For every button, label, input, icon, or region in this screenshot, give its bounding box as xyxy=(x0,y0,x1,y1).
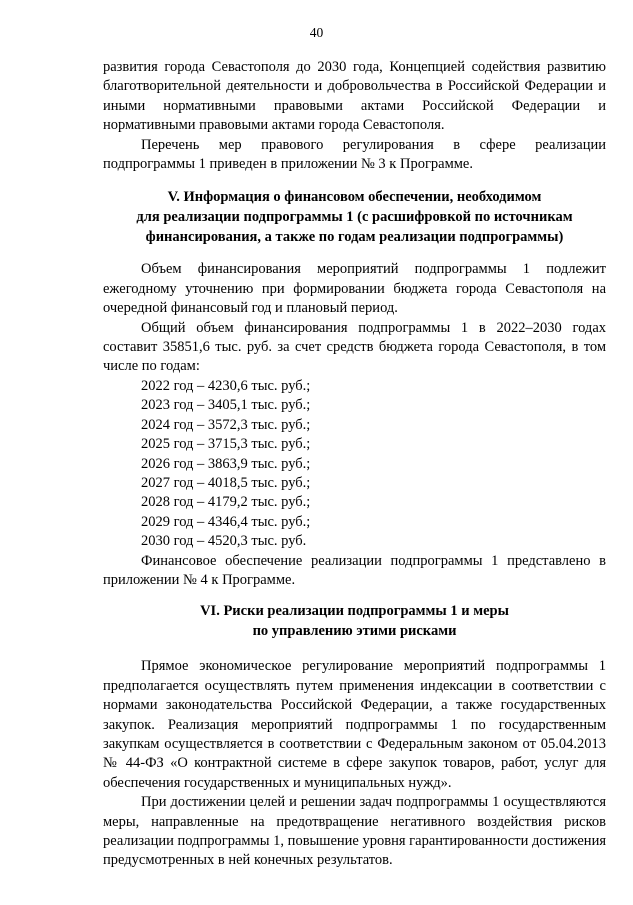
section-5-heading-line: финансирования, а также по годам реализации подпрограммы) xyxy=(145,229,564,246)
financing-year-item: 2024 год – 3572,3 тыс. руб.; xyxy=(141,416,311,433)
paragraph-risk-measures: При достижении целей и решении задач подпрограммы 1 осуществляются меры, направленные на предотвращение негативного воздействия рисков реализации подпрограммы 1, повышение уровня гарантированности достижения предусмотренных в ней конечных результатов. xyxy=(103,794,606,869)
section-6-heading xyxy=(103,601,606,641)
paragraph-economic-regulation: Прямое экономическое регулирование мероприятий подпрограммы 1 предполагается осуществлять путем применения индексации в соответствии с нормами законодательства Российской Федерации, а также государственных закупок. Реализация мероприятий подпрограммы 1 по государственным закупкам осуществляется в соответствии с Федеральным законом от 05.04.2013 № 44-ФЗ «О контрактной системе в сфере закупок товаров, работ, услуг для обеспечения государственных и муниципальных нужд». xyxy=(103,658,606,791)
paragraph-continuation: развития города Севастополя до 2030 года, Концепцией содействия развитию благотворительной деятельности и добровольчества в Российской Федерации и иными нормативными правовыми актами Российской Федерации и нормативными правовыми актами города Севастополя. xyxy=(103,59,606,134)
financing-year-item: 2028 год – 4179,2 тыс. руб.; xyxy=(141,494,311,511)
paragraph-legal-measures: Перечень мер правового регулирования в сфере реализации подпрограммы 1 приведен в приложении № 3 к Программе. xyxy=(103,136,606,173)
paragraph-financing-appendix: Финансовое обеспечение реализации подпрограммы 1 представлено в приложении № 4 к Программе. xyxy=(103,552,606,588)
section-5-heading-line: V. Информация о финансовом обеспечении, необходимом xyxy=(167,189,542,206)
financing-year-item: 2027 год – 4018,5 тыс. руб.; xyxy=(141,474,311,491)
financing-year-item: 2023 год – 3405,1 тыс. руб.; xyxy=(141,397,311,414)
financing-year-item: 2022 год – 4230,6 тыс. руб.; xyxy=(141,377,311,394)
page-number: 40 xyxy=(309,25,324,40)
financing-year-item: 2026 год – 3863,9 тыс. руб.; xyxy=(141,455,311,472)
page-content xyxy=(103,58,606,871)
section-6-heading-line: VI. Риски реализации подпрограммы 1 и меры xyxy=(200,603,509,620)
financing-year-item: 2025 год – 3715,3 тыс. руб.; xyxy=(141,436,311,453)
financing-year-item: 2029 год – 4346,4 тыс. руб.; xyxy=(141,513,311,530)
paragraph-financing-volume: Объем финансирования мероприятий подпрограммы 1 подлежит ежегодному уточнению при формировании бюджета города Севастополя на очередной финансовый год и плановый период. xyxy=(103,261,606,317)
section-6-heading-line: по управлению этими рисками xyxy=(252,623,457,640)
section-5-heading-line: для реализации подпрограммы 1 (с расшифровкой по источникам xyxy=(136,209,573,226)
financing-year-item: 2030 год – 4520,3 тыс. руб. xyxy=(141,533,307,550)
section-5-heading xyxy=(103,187,606,247)
paragraph-financing-total: Общий объем финансирования подпрограммы 1 в 2022–2030 годах составит 35851,6 тыс. руб. за счет средств бюджета города Севастополя, в том числе по годам: xyxy=(103,319,606,375)
financing-by-year-list xyxy=(103,377,606,552)
